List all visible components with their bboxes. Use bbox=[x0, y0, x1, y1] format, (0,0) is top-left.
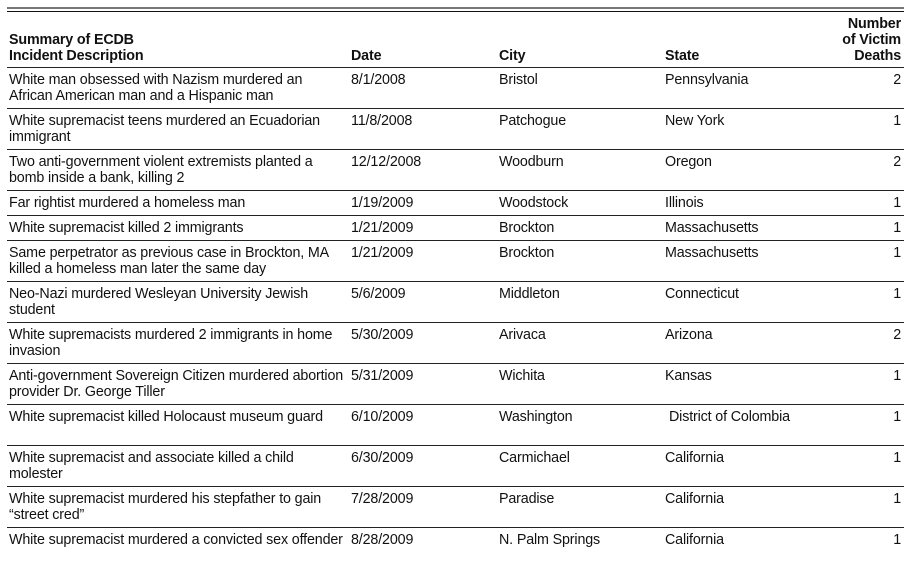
cell-city: Woodburn bbox=[497, 150, 663, 191]
cell-date: 12/12/2008 bbox=[349, 150, 497, 191]
cell-date: 7/28/2009 bbox=[349, 487, 497, 528]
cell-state: Massachusetts bbox=[663, 216, 813, 241]
cell-state: Kansas bbox=[663, 364, 813, 405]
cell-deaths: 1 bbox=[813, 487, 904, 528]
header-description-line2: Incident Description bbox=[9, 48, 143, 64]
cell-deaths: 1 bbox=[813, 364, 904, 405]
cell-description: Far rightist murdered a homeless man bbox=[7, 191, 349, 216]
table-row bbox=[7, 323, 904, 364]
table-row bbox=[7, 150, 904, 191]
cell-description: White supremacist killed 2 immigrants bbox=[7, 216, 349, 241]
cell-city: Washington bbox=[497, 405, 663, 446]
cell-city: Carmichael bbox=[497, 446, 663, 487]
header-row bbox=[7, 14, 904, 68]
cell-state: Pennsylvania bbox=[663, 68, 813, 109]
table-row bbox=[7, 364, 904, 405]
cell-state: California bbox=[663, 487, 813, 528]
cell-city: Bristol bbox=[497, 68, 663, 109]
cell-date: 6/30/2009 bbox=[349, 446, 497, 487]
cell-date: 1/21/2009 bbox=[349, 216, 497, 241]
cell-description: White supremacist teens murdered an Ecuadorian immigrant bbox=[7, 109, 349, 150]
cell-city: Woodstock bbox=[497, 191, 663, 216]
header-description bbox=[7, 14, 349, 68]
cell-city: Patchogue bbox=[497, 109, 663, 150]
cell-date: 6/10/2009 bbox=[349, 405, 497, 446]
cell-date: 5/6/2009 bbox=[349, 282, 497, 323]
cell-deaths: 1 bbox=[813, 216, 904, 241]
cell-date: 5/31/2009 bbox=[349, 364, 497, 405]
cell-city: N. Palm Springs bbox=[497, 528, 663, 568]
cell-description: White supremacist murdered his stepfather to gain “street cred” bbox=[7, 487, 349, 528]
cell-city: Wichita bbox=[497, 364, 663, 405]
cell-description: Neo-Nazi murdered Wesleyan University Jewish student bbox=[7, 282, 349, 323]
cell-state: Arizona bbox=[663, 323, 813, 364]
top-rule bbox=[7, 7, 904, 9]
header-deaths-line2: of Victim bbox=[842, 32, 901, 48]
table-row bbox=[7, 241, 904, 282]
cell-state: Massachusetts bbox=[663, 241, 813, 282]
cell-deaths: 1 bbox=[813, 528, 904, 568]
header-deaths-line3: Deaths bbox=[854, 48, 901, 64]
cell-date: 11/8/2008 bbox=[349, 109, 497, 150]
cell-description: White man obsessed with Nazism murdered an African American man and a Hispanic man bbox=[7, 68, 349, 109]
cell-deaths: 2 bbox=[813, 68, 904, 109]
cell-state: Oregon bbox=[663, 150, 813, 191]
cell-description: White supremacist murdered a convicted sex offender bbox=[7, 528, 349, 568]
cell-description: White supremacist and associate killed a child molester bbox=[7, 446, 349, 487]
cell-state: Connecticut bbox=[663, 282, 813, 323]
cell-deaths: 1 bbox=[813, 446, 904, 487]
cell-deaths: 1 bbox=[813, 282, 904, 323]
top-rule-thin bbox=[7, 11, 904, 12]
table-row bbox=[7, 405, 904, 446]
cell-deaths: 1 bbox=[813, 405, 904, 446]
header-city: City bbox=[497, 14, 663, 68]
cell-date: 8/28/2009 bbox=[349, 528, 497, 568]
table-row bbox=[7, 191, 904, 216]
cell-date: 5/30/2009 bbox=[349, 323, 497, 364]
cell-date: 8/1/2008 bbox=[349, 68, 497, 109]
header-state: State bbox=[663, 14, 813, 68]
cell-city: Middleton bbox=[497, 282, 663, 323]
cell-description: Same perpetrator as previous case in Brockton, MA killed a homeless man later the same day bbox=[7, 241, 349, 282]
cell-date: 1/19/2009 bbox=[349, 191, 497, 216]
header-deaths bbox=[813, 14, 904, 68]
cell-state: California bbox=[663, 528, 813, 568]
cell-deaths: 1 bbox=[813, 191, 904, 216]
table-row bbox=[7, 528, 904, 568]
cell-deaths: 1 bbox=[813, 241, 904, 282]
cell-deaths: 2 bbox=[813, 150, 904, 191]
cell-description: White supremacists murdered 2 immigrants in home invasion bbox=[7, 323, 349, 364]
table-row bbox=[7, 446, 904, 487]
incident-table bbox=[7, 14, 904, 568]
cell-city: Paradise bbox=[497, 487, 663, 528]
cell-description: White supremacist killed Holocaust museum guard bbox=[7, 405, 349, 446]
cell-state: New York bbox=[663, 109, 813, 150]
header-description-line1: Summary of ECDB bbox=[9, 32, 134, 48]
table-row bbox=[7, 282, 904, 323]
header-deaths-line1: Number bbox=[848, 16, 901, 32]
cell-deaths: 2 bbox=[813, 323, 904, 364]
cell-date: 1/21/2009 bbox=[349, 241, 497, 282]
table-row bbox=[7, 487, 904, 528]
header-date: Date bbox=[349, 14, 497, 68]
cell-description: Two anti-government violent extremists planted a bomb inside a bank, killing 2 bbox=[7, 150, 349, 191]
cell-deaths: 1 bbox=[813, 109, 904, 150]
table-row bbox=[7, 109, 904, 150]
cell-state: District of Colombia bbox=[663, 405, 813, 446]
cell-city: Brockton bbox=[497, 216, 663, 241]
cell-city: Arivaca bbox=[497, 323, 663, 364]
table-row bbox=[7, 216, 904, 241]
cell-city: Brockton bbox=[497, 241, 663, 282]
table-row bbox=[7, 68, 904, 109]
cell-state: California bbox=[663, 446, 813, 487]
cell-state: Illinois bbox=[663, 191, 813, 216]
cell-description: Anti-government Sovereign Citizen murdered abortion provider Dr. George Tiller bbox=[7, 364, 349, 405]
